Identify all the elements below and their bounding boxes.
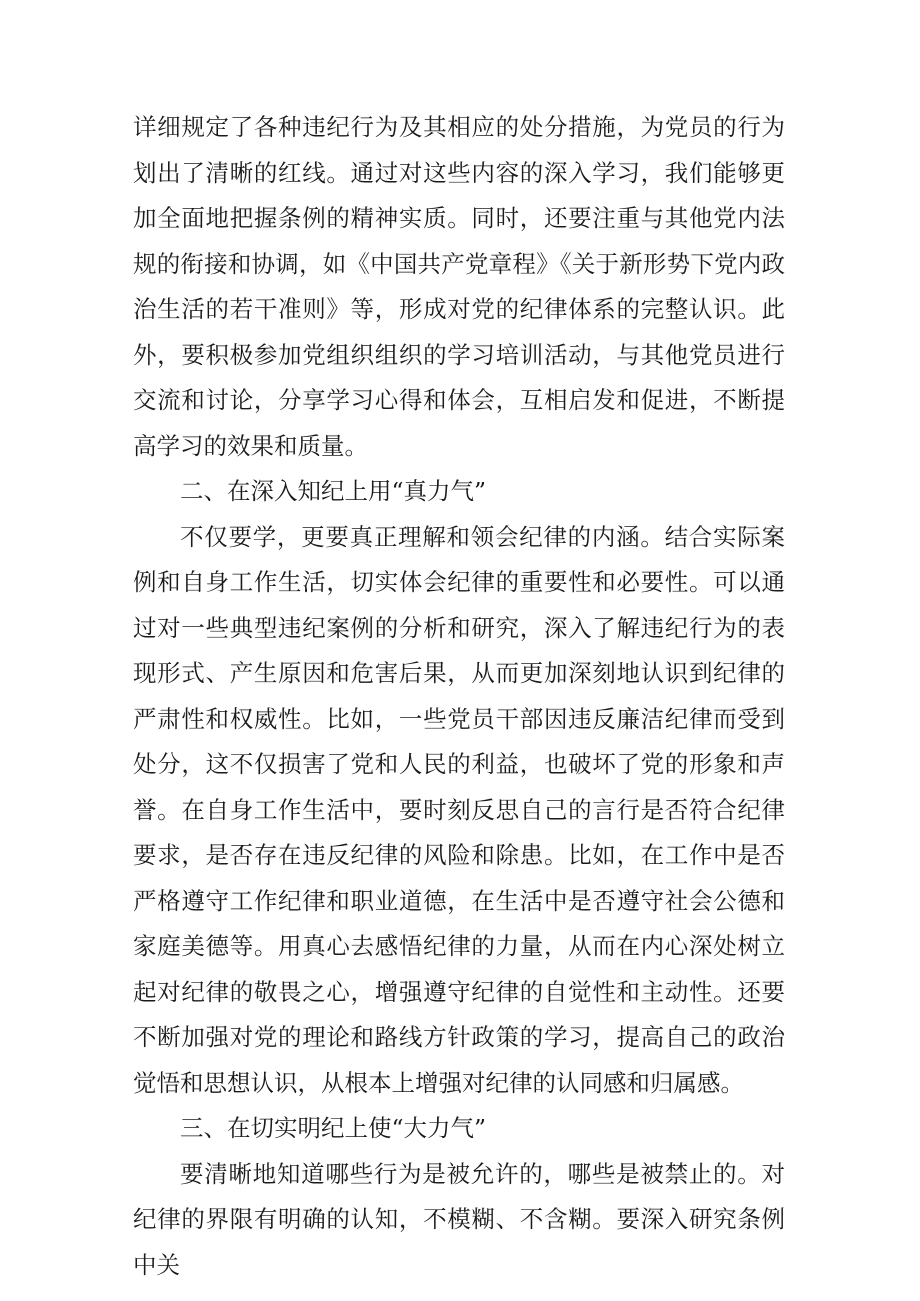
document-body <box>133 105 785 1288</box>
section-heading-2: 二、在深入知纪上用“真力气” <box>180 477 487 505</box>
paragraph-section-3: 要清晰地知道哪些行为是被允许的，哪些是被禁止的。对纪律的界限有明确的认知，不模糊、不含糊。要深入研究条例中关 <box>133 1159 785 1279</box>
paragraph-continuation: 详细规定了各种违纪行为及其相应的处分措施，为党员的行为划出了清晰的红线。通过对这些内容的深入学习，我们能够更加全面地把握条例的精神实质。同时，还要注重与其他党内法规的衔接和协调，如《中国共产党章程》《关于新形势下党内政治生活的若干准则》等，形成对党的纪律体系的完整认识。此外，要积极参加党组织组织的学习培训活动，与其他党员进行交流和讨论，分享学习心得和体会，互相启发和促进，不断提高学习的效果和质量。 <box>133 113 785 460</box>
section-heading-3: 三、在切实明纪上使“大力气” <box>180 1114 487 1142</box>
paragraph-section-2: 不仅要学，更要真正理解和领会纪律的内涵。结合实际案例和自身工作生活，切实体会纪律的重要性和必要性。可以通过对一些典型违纪案例的分析和研究，深入了解违纪行为的表现形式、产生原因和危害后果，从而更加深刻地认识到纪律的严肃性和权威性。比如，一些党员干部因违反廉洁纪律而受到处分，这不仅损害了党和人民的利益，也破坏了党的形象和声誉。在自身工作生活中，要时刻反思自己的言行是否符合纪律要求，是否存在违反纪律的风险和除患。比如，在工作中是否严格遵守工作纪律和职业道德，在生活中是否遵守社会公德和家庭美德等。用真心去感悟纪律的力量，从而在内心深处树立起对纪律的敬畏之心，增强遵守纪律的自觉性和主动性。还要不断加强对党的理论和路线方针政策的学习，提高自己的政治觉悟和思想认识，从根本上增强对纪律的认同感和归属感。 <box>133 522 785 1097</box>
